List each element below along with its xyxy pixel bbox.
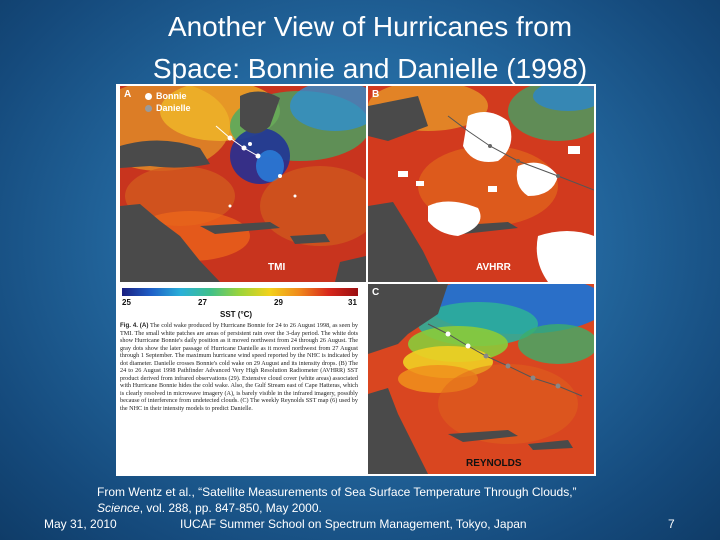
slide-title-line-2: Space: Bonnie and Danielle (1998) bbox=[152, 53, 588, 84]
reynolds-sst-map-image bbox=[368, 284, 594, 474]
panel-letter-b: B bbox=[372, 89, 380, 100]
journal-figure bbox=[116, 84, 596, 476]
slide-title bbox=[60, 6, 680, 90]
bonnie-dot-icon bbox=[145, 93, 152, 100]
footer-date: May 31, 2010 bbox=[44, 517, 117, 531]
slide-title-line-1: Another View of Hurricanes from bbox=[167, 11, 573, 42]
scale-tick-29: 29 bbox=[274, 298, 283, 307]
legend-label-bonnie: Bonnie bbox=[156, 91, 187, 101]
panel-a-tmi-map bbox=[120, 86, 366, 282]
figure-caption bbox=[120, 322, 358, 472]
source-citation bbox=[97, 484, 657, 516]
legend-label-danielle: Danielle bbox=[156, 103, 191, 113]
legend-item-danielle bbox=[145, 102, 191, 114]
scale-label: SST (°C) bbox=[220, 310, 253, 319]
caption-text: The cold wake produced by Hurricane Bonnie for 24 to 26 August 1998, as seen by TMI. The small white patches are areas of persistent rain over the 3-day period. The white dots show Hurricane Bonnie's daily position as it moved northwest from 24 through 26 August. The gray dots show the later passage of Hurricane Danielle as it moved northwest from 27 August through 1 September. The maximum hurricane wind speed reported by the NHC is indicated by dot diameter. Danielle crosses Bonnie's cold wake on 29 August and its intensity drops. (B) The 24 to 26 August 1998 Pathfinder Advanced Very High Resolution Radiometer (AVHRR) SST product derived from infrared observations (29). Extensive cloud cover (white areas) associated with Hurricane Bonnie hides the cold wake. Also, the Gulf Stream east of Cape Hatteras, which is clearly resolved in microwave imagery (A), is barely visible in the infrared imagery, possibly because of interference from undetected clouds. (C) The weekly Reynolds SST map (6) used by the NHC in their intensity models to predict Danielle. bbox=[120, 322, 358, 413]
sst-color-scale bbox=[122, 288, 358, 318]
scale-tick-27: 27 bbox=[198, 298, 207, 307]
citation-details: , vol. 288, pp. 847-850, May 2000. bbox=[139, 501, 322, 515]
panel-b-avhrr-map bbox=[368, 86, 594, 282]
sensor-label-avhrr: AVHRR bbox=[476, 262, 511, 273]
caption-lead: Fig. 4. (A) bbox=[120, 322, 149, 329]
citation-journal: Science bbox=[97, 501, 140, 515]
legend-item-bonnie bbox=[145, 90, 191, 102]
hurricane-legend bbox=[145, 90, 191, 114]
footer-event: IUCAF Summer School on Spectrum Management, Tokyo, Japan bbox=[180, 517, 527, 531]
panel-c-reynolds-map bbox=[368, 284, 594, 474]
sensor-label-reynolds: REYNOLDS bbox=[466, 458, 522, 469]
tmi-sst-map-image bbox=[120, 86, 366, 282]
sensor-label-tmi: TMI bbox=[268, 262, 286, 273]
scale-tick-25: 25 bbox=[122, 298, 131, 307]
scale-tick-31: 31 bbox=[348, 298, 357, 307]
panel-letter-a: A bbox=[124, 89, 132, 100]
footer-page-number: 7 bbox=[668, 517, 675, 531]
citation-line-2 bbox=[97, 500, 657, 516]
avhrr-sst-map-image bbox=[368, 86, 594, 282]
panel-letter-c: C bbox=[372, 287, 380, 298]
citation-line-1: From Wentz et al., “Satellite Measurements of Sea Surface Temperature Through Clouds,” bbox=[97, 485, 577, 499]
sst-color-bar bbox=[122, 288, 358, 296]
danielle-dot-icon bbox=[145, 105, 152, 112]
